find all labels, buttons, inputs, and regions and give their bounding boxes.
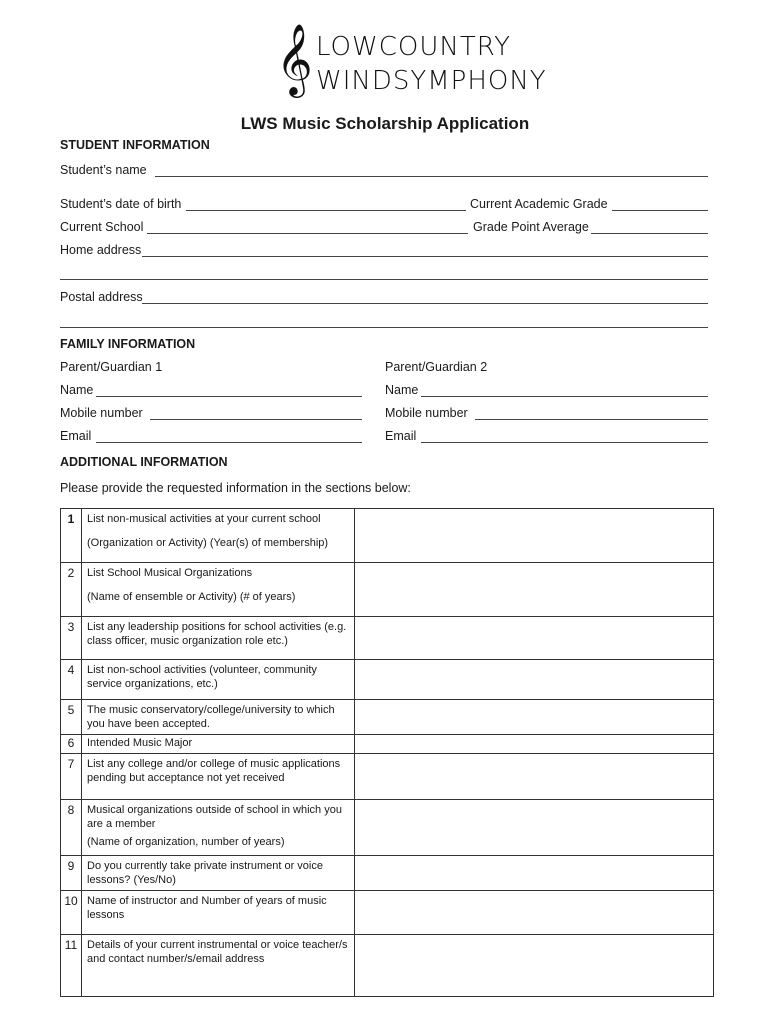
row-number: 5 xyxy=(61,700,82,735)
student-name-label: Student’s name xyxy=(60,163,147,177)
guardian2-name-field[interactable] xyxy=(421,396,708,397)
table-row xyxy=(61,891,714,935)
row-number: 11 xyxy=(61,935,82,997)
logo xyxy=(276,22,547,104)
postal-address-field-2[interactable] xyxy=(60,327,708,328)
answer-cell[interactable] xyxy=(355,617,714,660)
school-label: Current School xyxy=(60,220,144,234)
row-number: 9 xyxy=(61,856,82,891)
row-number: 1 xyxy=(61,509,82,563)
row-number: 10 xyxy=(61,891,82,935)
gpa-field[interactable] xyxy=(591,233,708,234)
postal-address-field[interactable] xyxy=(142,303,708,304)
row-description xyxy=(82,800,355,856)
dob-label: Student’s date of birth xyxy=(60,197,182,211)
row-subtext: (Organization or Activity) (Year(s) of membership) xyxy=(87,537,329,549)
answer-cell[interactable] xyxy=(355,700,714,735)
logo-line-1: LOWCOUNTRY xyxy=(316,32,511,62)
student-name-field[interactable] xyxy=(155,176,708,177)
gpa-label: Grade Point Average xyxy=(473,220,589,234)
home-address-field-2[interactable] xyxy=(60,279,708,280)
table-row xyxy=(61,700,714,735)
row-description: Intended Music Major xyxy=(82,735,355,754)
school-field[interactable] xyxy=(147,233,468,234)
table-row xyxy=(61,563,714,617)
row-description: Details of your current instrumental or voice teacher/s and contact number/s/email address xyxy=(82,935,355,997)
table-row xyxy=(61,754,714,800)
guardian1-name-field[interactable] xyxy=(96,396,362,397)
row-number: 3 xyxy=(61,617,82,660)
home-address-label: Home address xyxy=(60,243,142,257)
guardian1-mobile-field[interactable] xyxy=(150,419,362,420)
answer-cell[interactable] xyxy=(355,660,714,700)
row-description xyxy=(82,563,355,617)
answer-cell[interactable] xyxy=(355,856,714,891)
row-description: Name of instructor and Number of years of music lessons xyxy=(82,891,355,935)
row-description xyxy=(82,509,355,563)
logo-line-2: WINDSYMPHONY xyxy=(316,66,547,96)
answer-cell[interactable] xyxy=(355,891,714,935)
row-description: List any college and/or college of music applications pending but acceptance not yet received xyxy=(82,754,355,800)
row-subtext: (Name of ensemble or Activity) (# of years) xyxy=(87,591,296,603)
guardian1-email-label: Email xyxy=(60,429,92,443)
home-address-field[interactable] xyxy=(142,256,708,257)
grade-field[interactable] xyxy=(612,210,708,211)
answer-cell[interactable] xyxy=(355,563,714,617)
dob-field[interactable] xyxy=(186,210,466,211)
table-row xyxy=(61,617,714,660)
guardian1-email-field[interactable] xyxy=(96,442,362,443)
row-text: List School Musical Organizations xyxy=(87,567,253,579)
guardian1-name-label: Name xyxy=(60,383,94,397)
row-number: 8 xyxy=(61,800,82,856)
answer-cell[interactable] xyxy=(355,735,714,754)
additional-info-table xyxy=(60,508,714,997)
table-row xyxy=(61,800,714,856)
table-row xyxy=(61,660,714,700)
additional-section-heading: ADDITIONAL INFORMATION xyxy=(60,455,228,469)
row-text: List non-musical activities at your current school xyxy=(87,513,321,525)
row-description: List non-school activities (volunteer, community service organizations, etc.) xyxy=(82,660,355,700)
guardian2-email-field[interactable] xyxy=(421,442,708,443)
answer-cell[interactable] xyxy=(355,800,714,856)
row-description: Do you currently take private instrument or voice lessons? (Yes/No) xyxy=(82,856,355,891)
table-row xyxy=(61,735,714,754)
guardian2-email-label: Email xyxy=(385,429,417,443)
table-row xyxy=(61,856,714,891)
guardian2-heading: Parent/Guardian 2 xyxy=(385,360,488,374)
row-subtext: (Name of organization, number of years) xyxy=(87,836,285,848)
row-number: 2 xyxy=(61,563,82,617)
student-section-heading: STUDENT INFORMATION xyxy=(60,138,210,152)
guardian2-name-label: Name xyxy=(385,383,419,397)
row-text: Musical organizations outside of school in which you are a member xyxy=(87,804,342,830)
additional-intro: Please provide the requested information in the sections below: xyxy=(60,481,411,495)
answer-cell[interactable] xyxy=(355,935,714,997)
answer-cell[interactable] xyxy=(355,754,714,800)
row-number: 6 xyxy=(61,735,82,754)
guardian2-mobile-label: Mobile number xyxy=(385,406,468,420)
family-section-heading: FAMILY INFORMATION xyxy=(60,337,196,351)
page-title: LWS Music Scholarship Application xyxy=(240,114,530,133)
table-row xyxy=(61,935,714,997)
table-row xyxy=(61,509,714,563)
guardian1-heading: Parent/Guardian 1 xyxy=(60,360,163,374)
row-description: List any leadership positions for school activities (e.g. class officer, music organization role etc.) xyxy=(82,617,355,660)
grade-label: Current Academic Grade xyxy=(470,197,608,211)
row-number: 7 xyxy=(61,754,82,800)
row-description: The music conservatory/college/university to which you have been accepted. xyxy=(82,700,355,735)
row-number: 4 xyxy=(61,660,82,700)
guardian1-mobile-label: Mobile number xyxy=(60,406,143,420)
guardian2-mobile-field[interactable] xyxy=(475,419,708,420)
postal-address-label: Postal address xyxy=(60,290,143,304)
treble-clef-icon: 𝄞 xyxy=(276,22,313,95)
answer-cell[interactable] xyxy=(355,509,714,563)
